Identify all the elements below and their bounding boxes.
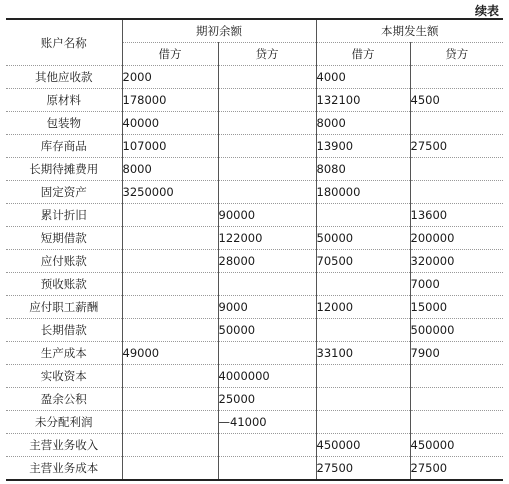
table-caption: 续表 — [474, 4, 499, 18]
table-row — [6, 66, 503, 89]
opening-credit-cell: 90000 — [218, 204, 316, 227]
account-name-cell: 主营业务收入 — [6, 434, 122, 457]
current-credit-cell: 27500 — [410, 135, 503, 158]
account-name-cell: 固定资产 — [6, 181, 122, 204]
account-name-cell: 预收账款 — [6, 273, 122, 296]
opening-debit-cell — [122, 365, 218, 388]
opening-debit-cell — [122, 319, 218, 342]
opening-debit-cell — [122, 204, 218, 227]
current-debit-cell: 4000 — [316, 66, 410, 89]
table-row — [6, 204, 503, 227]
account-name-cell: 包装物 — [6, 112, 122, 135]
account-name-cell: 累计折旧 — [6, 204, 122, 227]
current-debit-cell: 13900 — [316, 135, 410, 158]
current-credit-cell — [410, 388, 503, 411]
table-row — [6, 273, 503, 296]
opening-credit-cell: 122000 — [218, 227, 316, 250]
table-row — [6, 181, 503, 204]
opening-debit-cell — [122, 411, 218, 434]
current-credit-cell: 7000 — [410, 273, 503, 296]
table-row — [6, 135, 503, 158]
account-name-cell: 盈余公积 — [6, 388, 122, 411]
account-name-cell: 主营业务成本 — [6, 457, 122, 481]
opening-debit-cell: 3250000 — [122, 181, 218, 204]
opening-credit-cell: 25000 — [218, 388, 316, 411]
current-credit-cell: 13600 — [410, 204, 503, 227]
current-debit-cell: 8080 — [316, 158, 410, 181]
opening-debit-cell: 8000 — [122, 158, 218, 181]
account-name-cell: 库存商品 — [6, 135, 122, 158]
current-credit-cell: 320000 — [410, 250, 503, 273]
current-debit-cell: 180000 — [316, 181, 410, 204]
current-credit-cell — [410, 411, 503, 434]
account-name-cell: 原材料 — [6, 89, 122, 112]
current-credit-cell — [410, 181, 503, 204]
current-debit-cell: 50000 — [316, 227, 410, 250]
account-name-cell: 其他应收款 — [6, 66, 122, 89]
opening-credit-cell — [218, 112, 316, 135]
account-name-cell: 短期借款 — [6, 227, 122, 250]
opening-balance-header: 期初余额 — [122, 19, 316, 43]
opening-debit-cell: 49000 — [122, 342, 218, 365]
opening-debit-cell: 107000 — [122, 135, 218, 158]
account-name-cell: 未分配利润 — [6, 411, 122, 434]
account-name-header: 账户名称 — [6, 19, 122, 66]
table-row — [6, 250, 503, 273]
current-debit-cell — [316, 273, 410, 296]
opening-debit-cell — [122, 457, 218, 481]
opening-debit-cell — [122, 273, 218, 296]
table-row — [6, 158, 503, 181]
table-row — [6, 365, 503, 388]
current-credit-cell: 200000 — [410, 227, 503, 250]
current-credit-cell — [410, 66, 503, 89]
current-debit-cell — [316, 411, 410, 434]
opening-credit-cell: 4000000 — [218, 365, 316, 388]
table-row — [6, 411, 503, 434]
opening-debit-cell — [122, 388, 218, 411]
ledger-body — [6, 66, 503, 481]
current-debit-header: 借方 — [316, 43, 410, 66]
opening-credit-cell: 50000 — [218, 319, 316, 342]
opening-debit-header: 借方 — [122, 43, 218, 66]
opening-debit-cell — [122, 250, 218, 273]
opening-debit-cell — [122, 227, 218, 250]
opening-credit-cell — [218, 135, 316, 158]
current-debit-cell — [316, 388, 410, 411]
account-name-cell: 应付账款 — [6, 250, 122, 273]
current-debit-cell: 8000 — [316, 112, 410, 135]
opening-debit-cell: 40000 — [122, 112, 218, 135]
opening-credit-cell — [218, 457, 316, 481]
current-credit-cell: 450000 — [410, 434, 503, 457]
opening-debit-cell: 178000 — [122, 89, 218, 112]
current-credit-cell: 500000 — [410, 319, 503, 342]
current-period-header: 本期发生额 — [316, 19, 503, 43]
opening-debit-cell — [122, 296, 218, 319]
ledger-table — [6, 18, 503, 481]
current-credit-cell: 7900 — [410, 342, 503, 365]
current-credit-cell: 15000 — [410, 296, 503, 319]
account-name-cell: 应付职工薪酬 — [6, 296, 122, 319]
opening-debit-cell — [122, 434, 218, 457]
current-debit-cell — [316, 204, 410, 227]
table-row — [6, 457, 503, 481]
table-row — [6, 89, 503, 112]
opening-debit-cell: 2000 — [122, 66, 218, 89]
opening-credit-cell — [218, 158, 316, 181]
current-credit-cell — [410, 365, 503, 388]
current-credit-cell: 4500 — [410, 89, 503, 112]
table-row — [6, 342, 503, 365]
current-credit-cell — [410, 112, 503, 135]
table-row — [6, 319, 503, 342]
current-credit-cell: 27500 — [410, 457, 503, 481]
current-debit-cell: 33100 — [316, 342, 410, 365]
table-row — [6, 296, 503, 319]
current-debit-cell — [316, 365, 410, 388]
table-row — [6, 227, 503, 250]
account-name-cell: 长期待摊费用 — [6, 158, 122, 181]
opening-credit-cell: —41000 — [218, 411, 316, 434]
current-debit-cell — [316, 319, 410, 342]
current-debit-cell: 12000 — [316, 296, 410, 319]
current-debit-cell: 132100 — [316, 89, 410, 112]
opening-credit-cell — [218, 66, 316, 89]
opening-credit-cell — [218, 342, 316, 365]
opening-credit-cell — [218, 273, 316, 296]
table-row — [6, 388, 503, 411]
opening-credit-header: 贷方 — [218, 43, 316, 66]
opening-credit-cell — [218, 89, 316, 112]
current-credit-cell — [410, 158, 503, 181]
account-name-cell: 长期借款 — [6, 319, 122, 342]
current-debit-cell: 27500 — [316, 457, 410, 481]
current-debit-cell: 450000 — [316, 434, 410, 457]
account-name-cell: 实收资本 — [6, 365, 122, 388]
opening-credit-cell: 9000 — [218, 296, 316, 319]
current-debit-cell: 70500 — [316, 250, 410, 273]
opening-credit-cell — [218, 181, 316, 204]
account-name-cell: 生产成本 — [6, 342, 122, 365]
current-credit-header: 贷方 — [410, 43, 503, 66]
opening-credit-cell: 28000 — [218, 250, 316, 273]
table-row — [6, 434, 503, 457]
table-row — [6, 112, 503, 135]
opening-credit-cell — [218, 434, 316, 457]
